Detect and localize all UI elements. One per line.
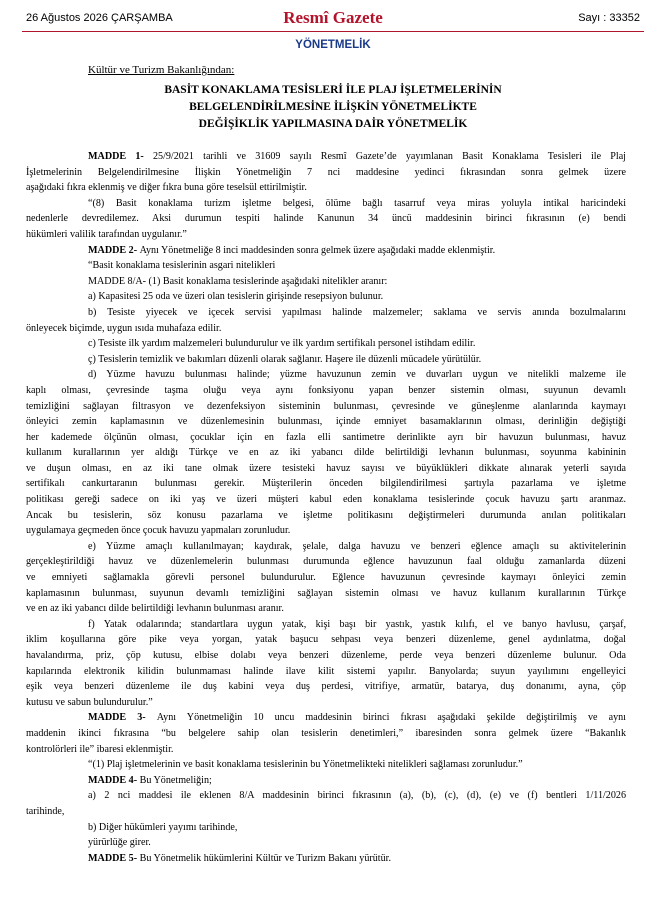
paragraph-line [88,617,626,633]
paragraph-text: a) Kapasitesi 25 oda ve üzeri olan tesislerin girişinde resepsiyon bulunur. [88,291,384,303]
paragraph-line [26,601,626,617]
paragraph-line [26,461,626,477]
paragraph-line [26,632,626,648]
paragraph-text: ve emniyeti sağlamakla görevli personel bulundurulur. Eğlence havuzunun çevresinde kaymayı önleyici zemin [26,572,626,584]
paragraph-line [88,289,626,305]
gazette-header [22,8,644,30]
article-number: MADDE 5- [88,852,140,864]
document-title-line: BASİT KONAKLAMA TESİSLERİ İLE PLAJ İŞLETMELERİNİN [164,84,502,96]
document-title [60,82,606,133]
paragraph-line [26,321,626,337]
paragraph-text: iklim koşullarına göre pike veya yorgan, yatak başucu sehpası veya benzeri düzenleme, genel aydınlatma, doğal [26,634,626,646]
paragraph-line [26,476,626,492]
paragraph-text: yürürlüğe girer. [88,837,151,849]
paragraph-line [88,367,626,383]
paragraph-text: ve en az iki yabancı dilde belirtildiği levhanın bulunması aranır. [26,603,284,615]
paragraph-text: gerçekleştirildiği havuz ve düzenlemelerin bulunması durumunda eğlence havuzunun faal olduğu zamanlarda düzeni [26,556,626,568]
paragraph-text: d) Yüzme havuzu bulunması halinde; yüzme havuzunun zemin ve duvarları uygun ve nitelikli malzeme ile [88,369,626,381]
paragraph-line [88,788,626,804]
paragraph-text: tarihinde, [26,805,65,817]
article-number: MADDE 1- [88,151,153,162]
paragraph-text: a) 2 nci maddesi ile eklenen 8/A maddesinin birinci fıkrasının (a), (b), (c), (d), (e) ve (f) bentleri 1/11/2026 [88,790,626,802]
paragraph-line [88,820,626,836]
issue-date: 26 Ağustos 2026 ÇARŞAMBA [26,12,173,24]
paragraph-line [88,149,626,165]
paragraph-line [26,586,626,602]
document-title-line: BELGELENDİRİLMESİNE İLİŞKİN YÖNETMELİKTE [189,101,477,113]
paragraph-text: e) Yüzme amaçlı kullanılmayan; kaydırak, şelale, dalga havuzu ve benzeri eğlence amaçlı su aktivitelerinin [88,540,626,552]
paragraph-text: hükümleri valilik tarafından uygulanır.” [26,228,187,240]
paragraph-line [88,773,626,789]
paragraph-line [26,570,626,586]
paragraph-text: temizliğini sağlayan filtrasyon ve dezenfeksiyon sisteminin bulunması, çevresinde ve güneşlenme alanlarında kaymayı [26,400,626,412]
paragraph-line [26,383,626,399]
ministry-name: Kültür ve Turizm Bakanlığından: [88,64,235,76]
paragraph-text: 25/9/2021 tarihli ve 31609 sayılı Resmî Gazete’de yayımlanan Basit Konaklama Tesisleri ile Plaj [152,151,626,162]
paragraph-line [88,305,626,321]
paragraph-line [26,399,626,415]
paragraph-line [26,726,626,742]
paragraph-line [88,258,626,274]
paragraph-line [88,757,626,773]
paragraph-text: ve duşun olması, en az iki tane olmak üzere tesisteki havuz sayısı ve büyüklükleri dikkate alınarak yeterli sayıda [26,462,626,474]
paragraph-line [88,243,626,259]
paragraph-line [26,165,626,181]
paragraph-text: önleyecek biçimde, uygun ısıda muhafaza edilir. [26,322,222,334]
paragraph-text: Bu Yönetmelik hükümlerini Kültür ve Turizm Bakanı yürütür. [139,852,391,864]
paragraph-text: her kademede ölçünün olması, çocuklar için en fazla elli santimetre derinlikte ayrı bir havuzun bulunması, havuz [26,431,626,443]
article-number: MADDE 3- [88,712,157,724]
paragraph-text: politikası gereği sadece on iki yaş ve üzeri müşteri kabul eden konaklama tesislerinde çocuk havuzu şartı aranmaz. [26,494,626,506]
paragraph-line [88,539,626,555]
paragraph-text: aşağıdaki fıkra eklenmiş ve diğer fıkra buna göre teselsül ettirilmiştir. [26,182,307,194]
paragraph-text: “(8) Basit konaklama turizm işletme belgesi, ölüme bağlı tasarruf veya miras yoluyla intikal haricindeki [88,197,626,209]
paragraph-text: c) Tesiste ilk yardım malzemeleri bulundurulur ve ilk yardım sertifikalı personel istihdam edilir. [88,338,476,350]
paragraph-text: “Basit konaklama tesislerinin asgari nitelikleri [88,260,276,272]
paragraph-text: kutusu ve sabun bulundurulur.” [26,696,153,708]
article-number: MADDE 4- [88,774,140,786]
paragraph-line [26,414,626,430]
header-divider [22,31,644,32]
paragraph-text: ç) Tesislerin temizlik ve bakımları düzenli olarak sağlanır. Haşere ile düzenli mücadele yürütülür. [88,353,482,365]
paragraph-line [88,196,626,212]
issue-number: Sayı : 33352 [578,12,640,24]
gazette-title: Resmî Gazete [283,8,383,27]
paragraph-text: MADDE 8/A- (1) Basit konaklama tesislerinde aşağıdaki nitelikler aranır: [88,275,388,287]
paragraph-text: kaplı olması, çevresinde taşma oluğu veya aynı fonksiyonu yapan benzer sistemin olması, suyunun devamlı [26,384,626,396]
paragraph-text: Aynı Yönetmeliğe 8 inci maddesinden sonra gelmek üzere aşağıdaki madde eklenmiştir. [139,244,496,256]
paragraph-line [88,710,626,726]
article-number: MADDE 2- [88,244,140,256]
paragraph-text: kontrolörleri ile” ibaresi eklenmiştir. [26,743,174,755]
paragraph-line [88,336,626,352]
paragraph-text: eşik veya benzeri düzenleme ile duş kabini veya duş perdesi, vitrifiye, armatür, batarya, duş donanımı, ayna, çöp [26,681,626,693]
paragraph-line [26,523,626,539]
paragraph-line [26,804,626,820]
paragraph-line [26,445,626,461]
paragraph-line [26,508,626,524]
paragraph-text: b) Diğer hükümleri yayımı tarihinde, [88,821,238,833]
paragraph-line [26,492,626,508]
paragraph-text: kullanım kurallarının yer aldığı Türkçe ve en az iki yabancı dilde belirtildiği levhanın bulunması, soyunma kabininin [26,447,626,459]
paragraph-text: önleyici zemin kaplamasının ve düzenlemesinin bulunması, içinde emniyet basamaklarının olması, derinliğin değiştiği [26,416,626,428]
paragraph-text: kapılarında elektronik kilidin bulunmaması halinde ilave kilit sistemi yapılır. Banyolarda; suyun yayılımını engelleyici [26,665,626,677]
paragraph-line [26,742,626,758]
paragraph-line [26,554,626,570]
paragraph-text: sertifikalı cankurtaranın bulunması gerekir. Müşterilerin önceden bilgilendirilmesi şartıyla pazarlama ve işletme [26,478,626,490]
paragraph-text: Ancak bu tesislerin, söz konusu pazarlama ve işletme politikasını değiştirmeleri durumunda anılan politikaları [26,509,626,521]
paragraph-text: b) Tesiste yiyecek ve içecek servisi yapılması halinde malzemeler; saklama ve servis anında bozulmalarını [88,306,626,318]
paragraph-line [26,664,626,680]
paragraph-text: kaplamasının bulunması, suyunun devamlı temizliğini sağlayan sistemin olması ve havuz kullanım kurallarının Türkçe [26,587,626,599]
paragraph-text: Bu Yönetmeliğin; [139,774,212,786]
paragraph-text: nedenlerle devredilemez. Aksi durumun tespiti halinde Kanunun 34 üncü maddesinin birinci fıkrasının (e) bendi [26,213,626,225]
paragraph-line [88,851,626,867]
paragraph-line [26,695,626,711]
paragraph-line [26,227,626,243]
document-title-line: DEĞİŞİKLİK YAPILMASINA DAİR YÖNETMELİK [198,118,468,130]
section-heading: YÖNETMELİK [295,39,371,51]
paragraph-line [88,352,626,368]
paragraph-line [88,835,626,851]
paragraph-line [88,274,626,290]
paragraph-text: havalandırma, priz, çöp kutusu, elbise dolabı veya benzeri düzenleme, perde veya benzeri düzenleme bulunur. Oda [26,650,626,661]
paragraph-line [26,211,626,227]
paragraph-line [26,648,626,664]
paragraph-line [26,430,626,446]
regulation-body [26,149,626,866]
paragraph-text: Aynı Yönetmeliğin 10 uncu maddesinin birinci fıkrası aşağıdaki şekilde değiştirilmiş ve aynı [156,712,626,724]
paragraph-text: f) Yatak odalarında; standartlara uygun yatak, kişi başı bir yastık, yastık kılıfı, el ve banyo havlusu, çarşaf, [88,618,626,630]
paragraph-text: “(1) Plaj işletmelerinin ve basit konaklama tesislerinin bu Yönetmelikteki nitelikleri sağlaması zorunludur.” [88,759,523,771]
paragraph-text: uygulamaya geçmeden önce çocuk havuzu yapmaları zorunludur. [26,525,291,537]
paragraph-text: maddenin ikinci fıkrasına “bu belgelere sahip olan tesislerin denetimleri,” ibaresinden sonra gelmek üzere “Bakanlık [26,727,626,739]
paragraph-text: İşletmelerinin Belgelendirilmesine İlişkin Yönetmeliğin 7 nci maddesine yedinci fıkrasından sonra gelmek üzere [26,166,626,178]
paragraph-line [26,180,626,196]
paragraph-line [26,679,626,695]
